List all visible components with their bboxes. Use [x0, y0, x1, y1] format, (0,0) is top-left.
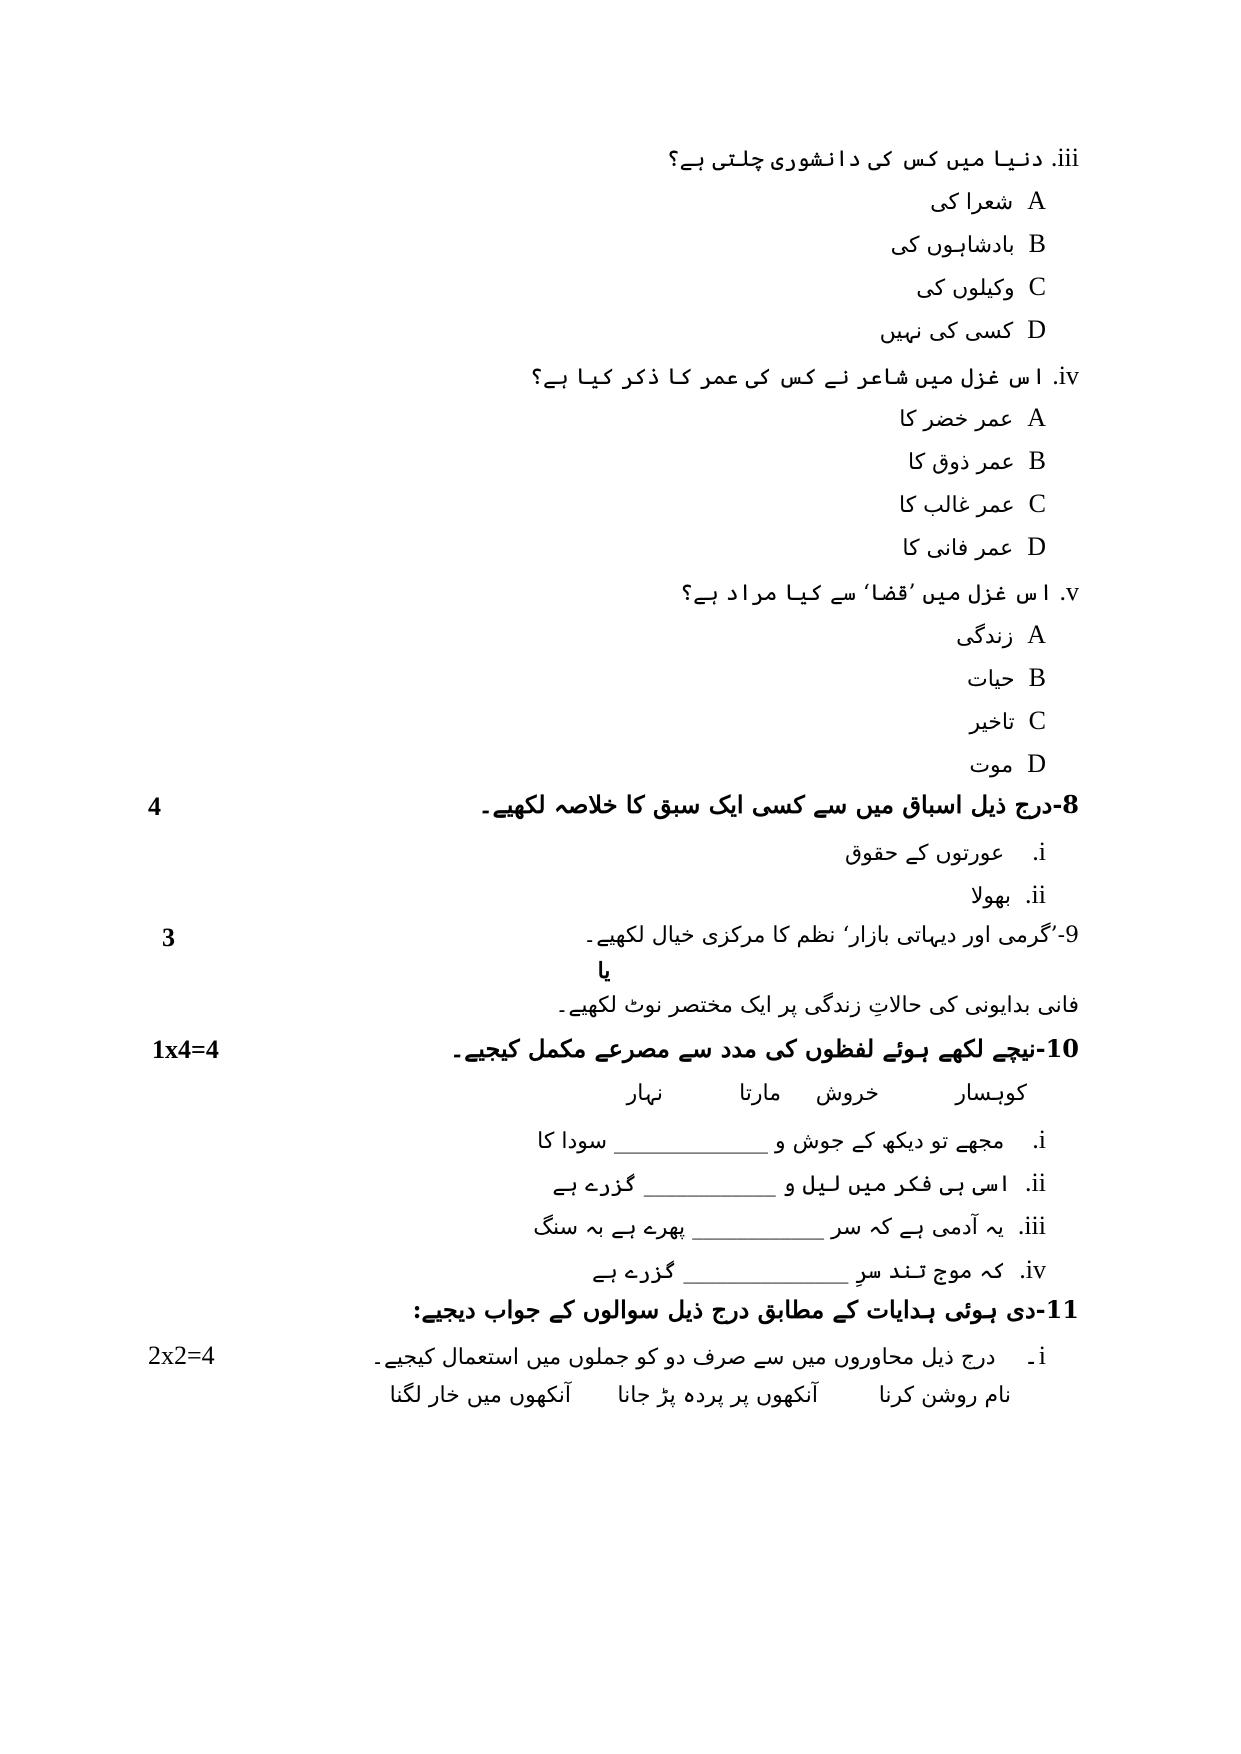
option-a: [899, 405, 1046, 431]
option-letter: A: [1027, 403, 1046, 432]
list-item: [592, 1257, 1046, 1283]
option-d: [880, 317, 1046, 343]
option-b: [967, 665, 1046, 691]
question-number: iii.: [1050, 143, 1079, 172]
option-c: [969, 708, 1046, 734]
option-letter: A: [1027, 186, 1046, 215]
question-9-marks: 3: [162, 923, 175, 952]
item-text: اسی ہی فکر میں لیل و ____________ گزرے ہے: [552, 1172, 1012, 1197]
option-text: کسی کی نہیں: [879, 319, 1014, 344]
item-number: i.: [1032, 837, 1046, 866]
item-number: i۔: [1023, 1341, 1046, 1370]
option-letter: C: [1028, 489, 1046, 518]
question-number: iv.: [1052, 361, 1079, 390]
question-10-marks: 1x4=4: [152, 1035, 219, 1064]
list-item: [971, 882, 1046, 908]
list-item: [552, 1170, 1046, 1196]
option-letter: B: [1028, 446, 1046, 475]
option-letter: B: [1028, 663, 1046, 692]
item-text: درج ذیل محاوروں میں سے صرف دو کو جملوں میں استعمال کیجیے۔: [371, 1345, 996, 1370]
option-letter: C: [1028, 272, 1046, 301]
question-11-heading: 11-دی ہوئی ہدایات کے مطابق درج ذیل سوالوں کے جواب دیجیے:: [412, 1295, 1079, 1324]
option-a: [956, 622, 1046, 648]
option-letter: D: [1027, 315, 1046, 344]
option-letter: B: [1028, 229, 1046, 258]
item-number: iv.: [1019, 1255, 1046, 1284]
item-number: ii.: [1025, 1168, 1046, 1197]
option-text: تاخیر: [969, 710, 1015, 735]
question-text: دنیا میں کس کی دانشوری چلتی ہے؟: [666, 147, 1044, 172]
question-text: اس غزل میں ’قضا‘ سے کیا مراد ہے؟: [680, 581, 1053, 606]
item-number: i.: [1032, 1125, 1046, 1154]
option-b: [908, 448, 1046, 474]
or-label: یا: [597, 958, 611, 984]
option-letter: C: [1028, 706, 1046, 735]
list-item: [533, 1213, 1046, 1239]
list-item: [845, 839, 1046, 865]
option-b: [891, 231, 1046, 257]
item-text: کہ موج تند سرِ _______________ گزرے ہے: [592, 1259, 1006, 1284]
word-bank-item: نہار: [626, 1081, 663, 1106]
option-text: عمر فانی کا: [902, 536, 1014, 561]
option-text: حیات: [967, 667, 1015, 692]
question-text: اس غزل میں شاعر نے کس کی عمر کا ذکر کیا ہے؟: [530, 365, 1046, 390]
item-number: ii.: [1025, 880, 1046, 909]
item-text: بھولا: [970, 884, 1012, 909]
item-number: iii.: [1017, 1211, 1046, 1240]
option-c: [899, 491, 1046, 517]
question-9-alternate: فانی بدایونی کی حالاتِ زندگی پر ایک مختصر نوٹ لکھیے۔: [555, 993, 1079, 1018]
option-text: عمر خضر کا: [899, 407, 1014, 432]
question-10-heading: 10-نیچے لکھے ہوئے لفظوں کی مدد سے مصرعے مکمل کیجیے۔: [450, 1034, 1079, 1063]
question-8-marks: 4: [148, 792, 161, 821]
word-bank-item: خروش: [815, 1081, 879, 1106]
idiom-item: نام روشن کرنا: [878, 1383, 1011, 1408]
option-letter: A: [1027, 620, 1046, 649]
question-11-marks: 2x2=4: [148, 1341, 215, 1370]
option-text: بادشاہوں کی: [890, 233, 1015, 258]
option-letter: D: [1027, 532, 1046, 561]
option-c: [916, 274, 1046, 300]
option-text: زندگی: [956, 624, 1014, 649]
question-number: v.: [1059, 577, 1079, 606]
option-a: [930, 188, 1046, 214]
option-text: موت: [969, 753, 1014, 778]
option-text: شعرا کی: [930, 190, 1014, 215]
item-text: عورتوں کے حقوق: [845, 841, 1005, 866]
option-letter: D: [1027, 749, 1046, 778]
option-text: عمر غالب کا: [898, 493, 1015, 518]
item-text: یہ آدمی ہے کہ سر ____________ پھرے ہے بہ سنگ: [533, 1215, 1004, 1240]
word-bank-item: کوہسار: [955, 1081, 1027, 1106]
question-8-heading: 8-درج ذیل اسباق میں سے کسی ایک سبق کا خلاصہ لکھیے۔: [478, 790, 1079, 819]
option-d: [902, 534, 1046, 560]
question-11-sub-i: [371, 1343, 1046, 1369]
list-item: [537, 1127, 1046, 1153]
option-text: عمر ذوق کا: [908, 450, 1015, 475]
question-7-iv: [530, 363, 1079, 389]
question-7-v: [680, 579, 1079, 605]
item-text: مجھے تو دیکھ کے جوش و ______________ سودا کا: [537, 1129, 1005, 1154]
word-bank-item: مارتا: [739, 1081, 781, 1106]
question-7-iii: [667, 145, 1079, 171]
option-d: [969, 751, 1046, 777]
question-9-heading: 9-’گرمی اور دیہاتی بازار‘ نظم کا مرکزی خیال لکھیے۔: [583, 923, 1079, 948]
idiom-item: آنکھوں پر پردہ پڑ جانا: [617, 1383, 818, 1408]
idiom-item: آنکھوں میں خار لگنا: [389, 1383, 571, 1408]
option-text: وکیلوں کی: [916, 276, 1015, 301]
